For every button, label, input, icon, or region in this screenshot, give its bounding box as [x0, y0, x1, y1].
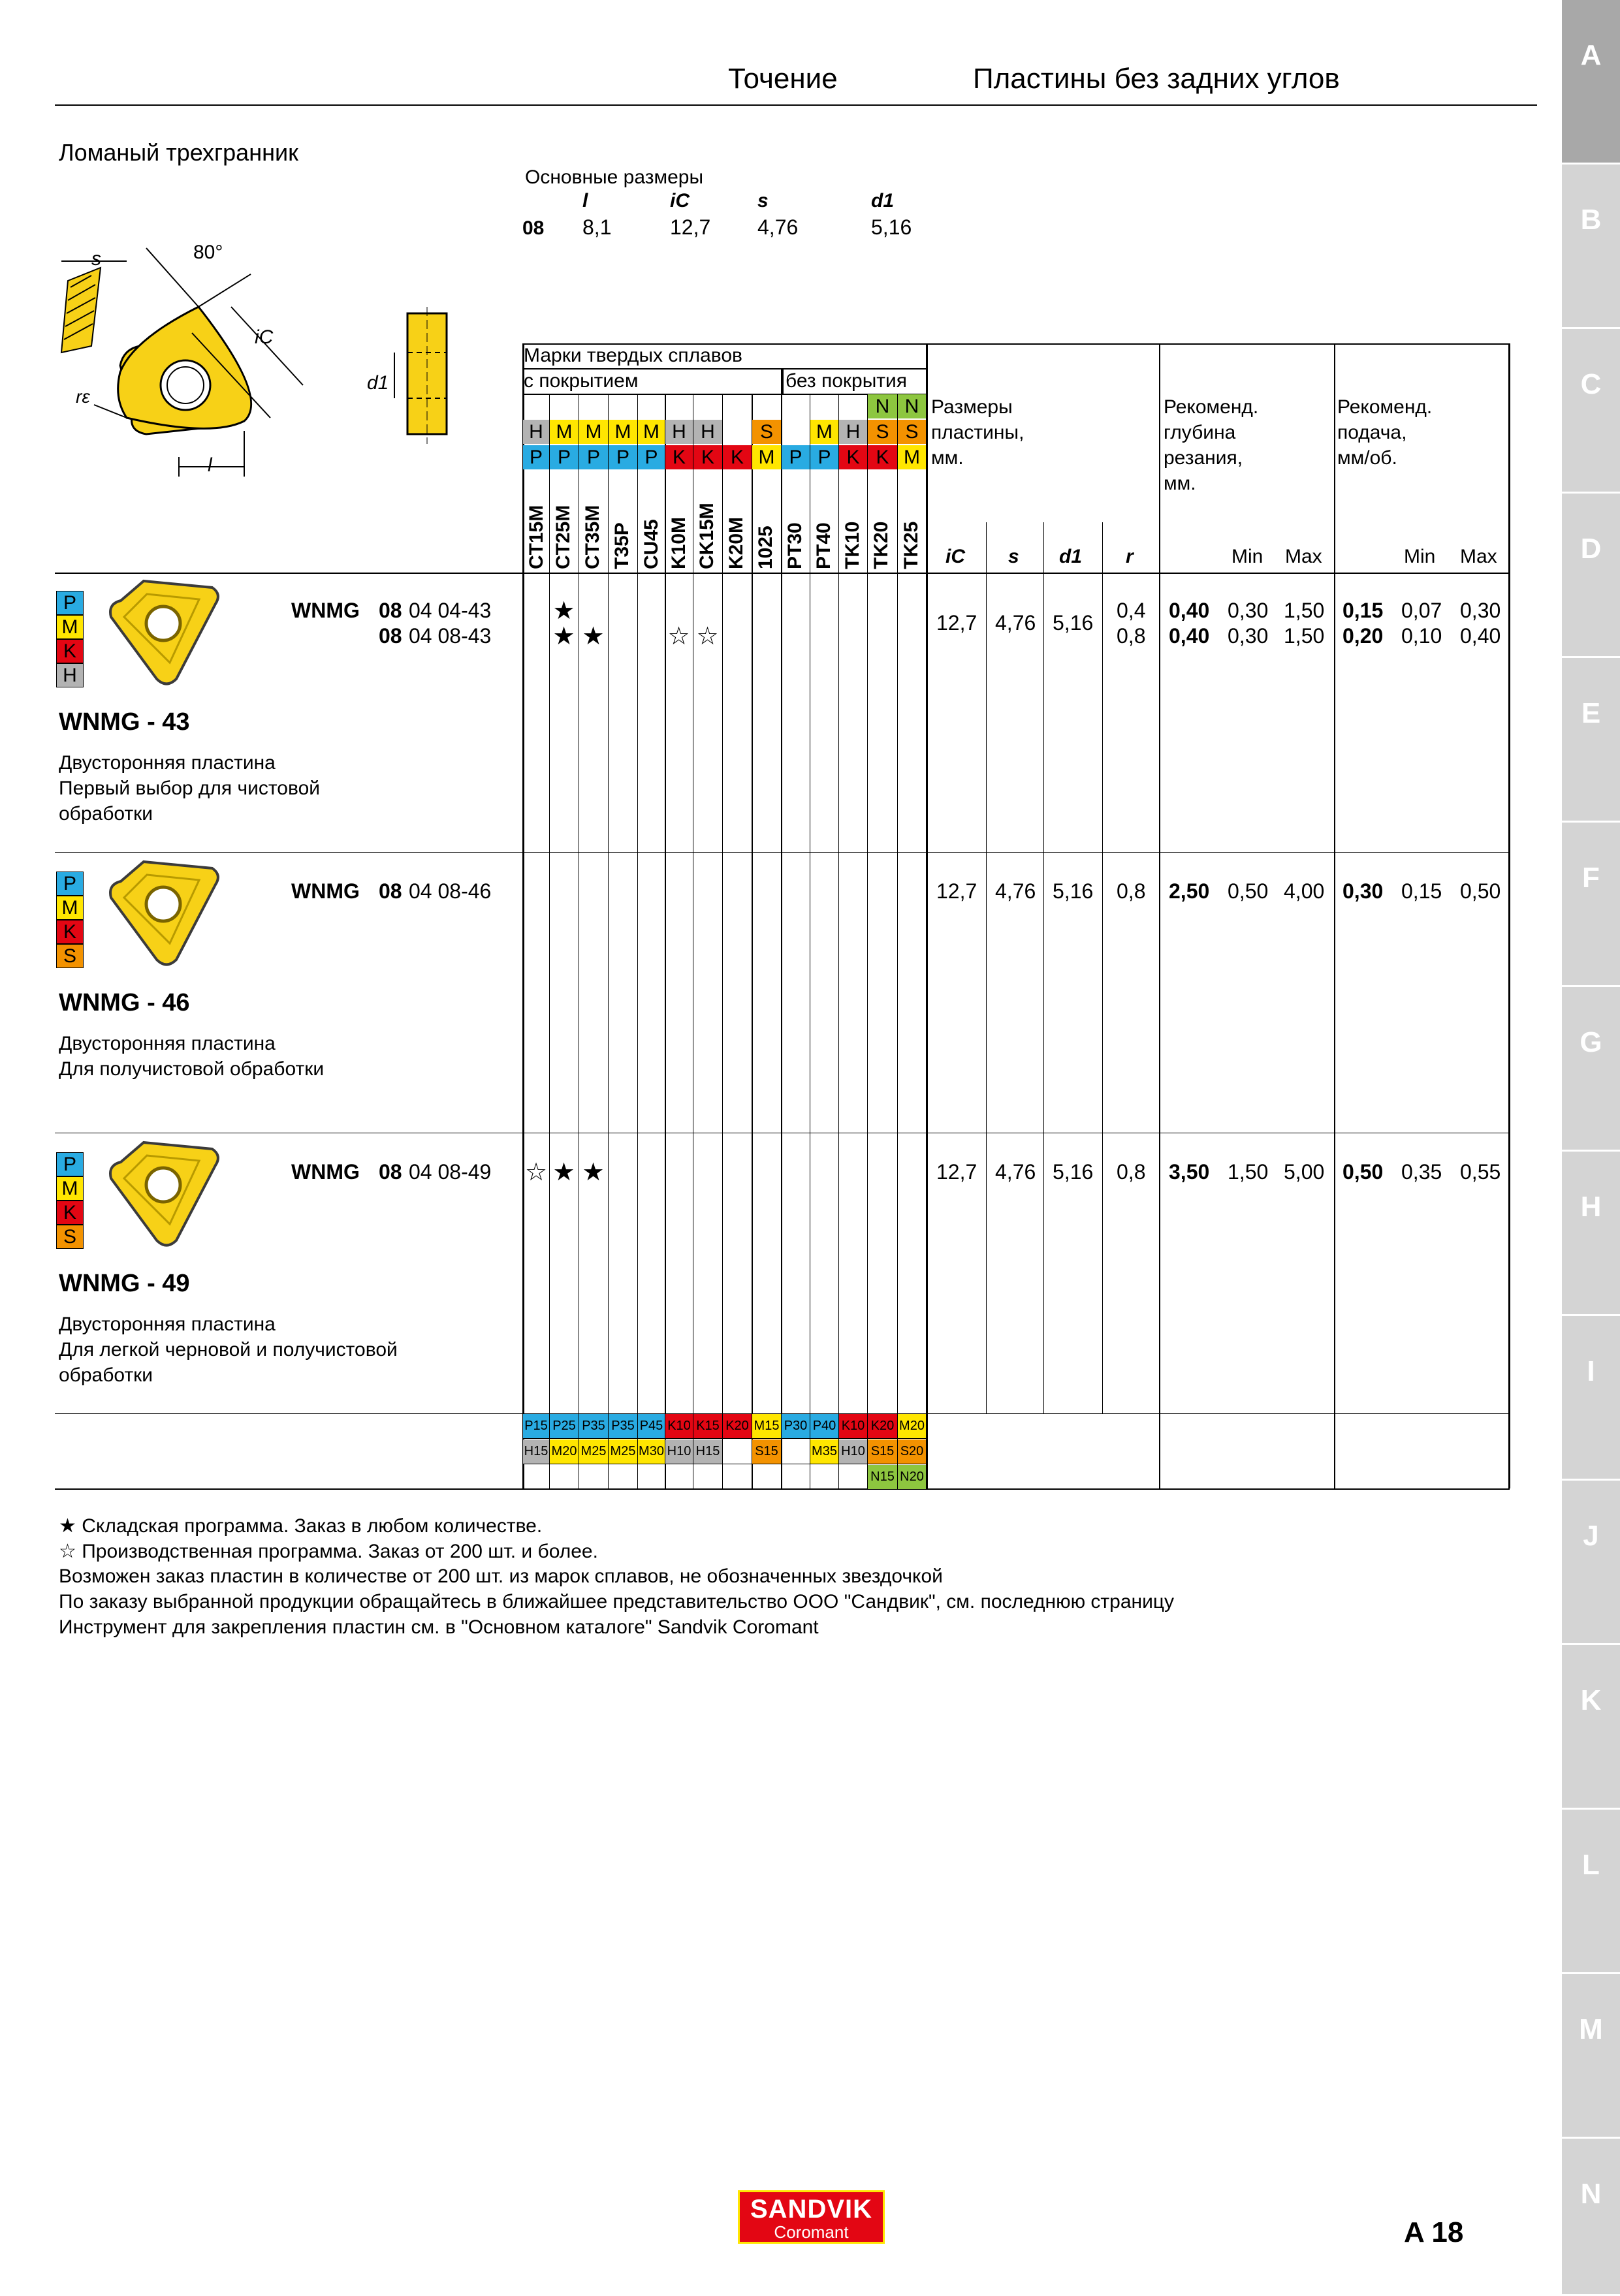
grade-code-cell: P40 — [810, 1414, 838, 1438]
order-code-rest: 04 08-49 — [409, 1160, 492, 1184]
grade-code-cell: H15 — [523, 1439, 549, 1464]
depth-min: 0,30 — [1228, 624, 1269, 648]
grade-label: CU45 — [641, 519, 662, 569]
note-order: Возможен заказ пластин в количестве от 200 шт. из марок сплавов, не обозначенных звездочкой — [59, 1565, 943, 1587]
grade-code-cell: H15 — [693, 1439, 722, 1464]
grade-label: K10M — [668, 516, 690, 569]
grade-code-cell: K20 — [868, 1414, 897, 1438]
rule — [522, 1438, 926, 1439]
iso-secondary-cell: S — [898, 420, 926, 444]
section-tab-label: A — [1580, 39, 1602, 71]
grade-label: TK10 — [842, 521, 863, 569]
section-tab-b[interactable] — [1562, 165, 1620, 329]
col-header-s: s — [1008, 546, 1019, 567]
rule — [522, 394, 926, 395]
value-ic: 12,7 — [936, 611, 977, 635]
page-subtitle: Пластины без задних углов — [973, 63, 1340, 95]
diagram-label-s: s — [91, 248, 101, 270]
grade-code-cell: H10 — [839, 1439, 867, 1464]
grade-code-cell: P45 — [638, 1414, 665, 1438]
product-description: Двусторонняя пластина — [59, 752, 276, 774]
feed-max: 0,30 — [1460, 599, 1501, 622]
feed-recommended: 0,50 — [1342, 1160, 1384, 1184]
stock-star-icon: ★ — [582, 623, 605, 650]
grade-code-cell: S20 — [898, 1439, 926, 1464]
dim-val-d1: 5,16 — [871, 215, 912, 239]
depth-min: 0,50 — [1228, 879, 1269, 903]
feed-max: 0,55 — [1460, 1160, 1501, 1184]
grade-code-cell: M20 — [550, 1439, 579, 1464]
iso-badge-k: K — [56, 639, 84, 663]
product-description: обработки — [59, 1364, 153, 1386]
grade-code-cell: M15 — [752, 1414, 781, 1438]
value-ic: 12,7 — [936, 1160, 977, 1184]
value-d1: 5,16 — [1053, 1160, 1094, 1184]
grade-label: TK20 — [870, 521, 892, 569]
value-r: 0,8 — [1117, 879, 1146, 903]
section-tab-label: B — [1580, 204, 1602, 236]
col-rule — [722, 394, 723, 1488]
value-s: 4,76 — [995, 879, 1036, 903]
note-tooling: Инструмент для закрепления пластин см. в "Основном каталоге" Sandvik Coromant — [59, 1616, 819, 1638]
iso-primary-cell: P — [609, 445, 637, 469]
product-description: Для легкой черновой и получистовой — [59, 1339, 398, 1360]
depth-max: 4,00 — [1284, 879, 1325, 903]
iso-badge-p: P — [56, 872, 84, 896]
col-rule — [1334, 343, 1335, 1488]
section-tab-a[interactable] — [1562, 0, 1620, 165]
order-code-size: 08 — [379, 1160, 402, 1184]
feed-min: 0,15 — [1401, 879, 1442, 903]
section-tab-j[interactable] — [1562, 1481, 1620, 1645]
value-d1: 5,16 — [1053, 611, 1094, 635]
dims-title-2: пластины, — [931, 422, 1024, 443]
dim-col-s: s — [757, 190, 769, 212]
value-ic: 12,7 — [936, 879, 977, 903]
product-name: WNMG - 49 — [59, 1270, 190, 1297]
col-rule — [781, 394, 782, 1488]
section-tab-i[interactable] — [1562, 1316, 1620, 1481]
shape-title: Ломаный трехгранник — [59, 139, 298, 166]
grade-label: CK15M — [696, 503, 718, 569]
iso-secondary-cell: H — [665, 420, 693, 444]
iso-primary-cell: M — [898, 445, 926, 469]
feed-title-1: Рекоменд. — [1337, 396, 1433, 418]
col-rule — [838, 394, 839, 1488]
grade-code-cell: P35 — [579, 1414, 608, 1438]
header-rule — [55, 104, 1537, 106]
product-code: WNMG — [291, 879, 360, 903]
dim-col-l: l — [582, 190, 588, 212]
depth-title-3: резания, — [1164, 447, 1243, 469]
section-tab-h[interactable] — [1562, 1152, 1620, 1316]
iso-secondary-cell: H — [523, 420, 549, 444]
product-description: обработки — [59, 803, 153, 825]
section-tab-e[interactable] — [1562, 658, 1620, 823]
iso-secondary-cell: M — [638, 420, 665, 444]
insert-photo — [98, 855, 229, 973]
iso-n-cell: N — [898, 394, 926, 418]
iso-secondary-cell: H — [693, 420, 722, 444]
col-rule — [752, 394, 753, 1488]
col-rule — [608, 394, 609, 1488]
grade-label: CT15M — [526, 505, 547, 569]
feed-min-header: Min — [1404, 546, 1436, 567]
grade-code-cell: P30 — [782, 1414, 810, 1438]
stock-star-icon: ★ — [582, 1159, 605, 1186]
product-description: Двусторонняя пластина — [59, 1033, 276, 1054]
col-header-d1: d1 — [1059, 546, 1083, 567]
section-tab-k[interactable] — [1562, 1645, 1620, 1810]
iso-badge-s: S — [56, 1225, 84, 1249]
feed-max: 0,40 — [1460, 624, 1501, 648]
depth-min-header: Min — [1231, 546, 1263, 567]
col-rule — [782, 368, 784, 394]
section-tab-label: F — [1582, 862, 1600, 894]
order-code-size: 08 — [379, 879, 402, 903]
iso-badge-k: K — [56, 920, 84, 944]
col-rule — [1159, 343, 1160, 1488]
grade-code-cell: K20 — [723, 1414, 752, 1438]
grade-label: 1025 — [755, 526, 776, 569]
section-tab-label: M — [1579, 2013, 1603, 2045]
section-tab-label: J — [1583, 1520, 1599, 1552]
stock-star-icon: ★ — [552, 597, 575, 625]
grade-code-cell: M25 — [579, 1439, 608, 1464]
iso-secondary-cell: M — [579, 420, 608, 444]
feed-max-header: Max — [1460, 546, 1497, 567]
grade-code-cell: S15 — [752, 1439, 781, 1464]
dim-size: 08 — [522, 217, 545, 239]
diagram-label-ic: iC — [255, 326, 274, 348]
product-description: Для получистовой обработки — [59, 1058, 325, 1080]
order-code-rest: 04 04-43 — [409, 599, 492, 622]
iso-primary-cell: P — [782, 445, 810, 469]
section-tab-m[interactable] — [1562, 1974, 1620, 2139]
section-tab-l[interactable] — [1562, 1810, 1620, 1974]
stock-star-icon: ★ — [552, 1159, 575, 1186]
section-tab-label: C — [1580, 368, 1602, 400]
diagram-label-l: l — [208, 454, 212, 476]
iso-secondary-cell: M — [810, 420, 838, 444]
col-rule — [522, 343, 524, 1488]
grade-code-cell: K10 — [839, 1414, 867, 1438]
page-number: A 18 — [1404, 2216, 1464, 2248]
grade-code-cell: P25 — [550, 1414, 579, 1438]
grade-label: PT30 — [784, 522, 806, 569]
production-star-icon: ☆ — [667, 623, 690, 650]
col-rule — [867, 394, 868, 1488]
note-production: ☆ Производственная программа. Заказ от 200 шт. и более. — [59, 1541, 598, 1562]
order-code-rest: 04 08-43 — [409, 624, 492, 648]
grade-label: TK25 — [900, 521, 922, 569]
iso-badge-m: M — [56, 615, 84, 639]
insert-dimension-diagram — [55, 235, 473, 483]
product-description: Первый выбор для чистовой — [59, 778, 321, 799]
depth-max-header: Max — [1285, 546, 1322, 567]
section-title: Точение — [728, 63, 838, 95]
col-rule — [926, 343, 928, 1488]
grade-code-cell: P35 — [609, 1414, 637, 1438]
depth-title-4: мм. — [1164, 473, 1196, 494]
feed-recommended: 0,15 — [1342, 599, 1384, 622]
grade-code-cell: M20 — [898, 1414, 926, 1438]
section-tab-label: E — [1581, 697, 1601, 729]
grade-code-cell: M25 — [609, 1439, 637, 1464]
insert-photo — [98, 574, 229, 692]
grade-label: K20M — [725, 516, 747, 569]
depth-title-1: Рекоменд. — [1164, 396, 1259, 418]
feed-min: 0,07 — [1401, 599, 1442, 622]
iso-primary-cell: K — [693, 445, 722, 469]
product-code: WNMG — [291, 1160, 360, 1184]
production-star-icon: ☆ — [525, 1159, 548, 1186]
iso-primary-cell: P — [579, 445, 608, 469]
grade-code-cell: N20 — [898, 1465, 926, 1489]
col-header-ic: iC — [945, 546, 965, 567]
main-dims-label: Основные размеры — [525, 166, 704, 188]
feed-min: 0,35 — [1401, 1160, 1442, 1184]
grade-label: T35P — [611, 522, 633, 569]
dim-col-d1: d1 — [871, 190, 895, 212]
rule — [55, 852, 1510, 853]
depth-recommended: 2,50 — [1169, 879, 1210, 903]
iso-primary-cell: K — [868, 445, 897, 469]
grade-code-cell: H10 — [665, 1439, 693, 1464]
iso-badge-s: S — [56, 944, 84, 968]
iso-badge-m: M — [56, 1176, 84, 1201]
rule — [55, 1488, 1510, 1490]
col-rule — [665, 394, 666, 1488]
iso-primary-cell: K — [723, 445, 752, 469]
section-tab-label: D — [1580, 533, 1602, 565]
iso-primary-cell: P — [638, 445, 665, 469]
note-stock: ★ Складская программа. Заказ в любом количестве. — [59, 1515, 543, 1537]
value-r: 0,4 — [1117, 599, 1146, 622]
order-code-rest: 04 08-46 — [409, 879, 492, 903]
iso-primary-cell: P — [550, 445, 579, 469]
rule — [55, 573, 1510, 574]
iso-badge-h: H — [56, 663, 84, 687]
sandvik-logo — [738, 2190, 885, 2244]
depth-title-2: глубина — [1164, 422, 1236, 443]
iso-badge-p: P — [56, 591, 84, 615]
dim-col-ic: iC — [670, 190, 690, 212]
col-rule — [549, 394, 550, 1488]
section-tab-label: K — [1580, 1684, 1602, 1716]
stock-star-icon: ★ — [552, 623, 575, 650]
order-code-size: 08 — [379, 624, 402, 648]
grade-code-cell: P15 — [523, 1414, 549, 1438]
section-tab-label: H — [1580, 1191, 1602, 1223]
section-tab-d[interactable] — [1562, 494, 1620, 658]
iso-badge-k: K — [56, 1201, 84, 1225]
grade-label: PT40 — [813, 522, 834, 569]
diagram-label-re: rε — [76, 386, 90, 407]
section-tab-label: N — [1580, 2178, 1602, 2210]
depth-recommended: 0,40 — [1169, 624, 1210, 648]
feed-recommended: 0,30 — [1342, 879, 1384, 903]
product-name: WNMG - 46 — [59, 989, 190, 1016]
col-rule — [1102, 522, 1103, 1413]
section-tab-n[interactable] — [1562, 2139, 1620, 2296]
section-tab-f[interactable] — [1562, 823, 1620, 987]
iso-primary-cell: M — [752, 445, 781, 469]
grade-code-cell: K10 — [665, 1414, 693, 1438]
depth-min: 0,30 — [1228, 599, 1269, 622]
value-r: 0,8 — [1117, 1160, 1146, 1184]
depth-max: 5,00 — [1284, 1160, 1325, 1184]
product-code: WNMG — [291, 599, 360, 622]
col-rule — [1508, 343, 1510, 1488]
grade-code-cell: M35 — [810, 1439, 838, 1464]
value-s: 4,76 — [995, 1160, 1036, 1184]
col-header-r: r — [1126, 546, 1134, 567]
section-tab-c[interactable] — [1562, 329, 1620, 494]
order-code-size: 08 — [379, 599, 402, 622]
value-d1: 5,16 — [1053, 879, 1094, 903]
insert-photo — [98, 1136, 229, 1253]
iso-secondary-cell: M — [550, 420, 579, 444]
iso-secondary-cell: S — [752, 420, 781, 444]
depth-max: 1,50 — [1284, 599, 1325, 622]
iso-primary-cell: K — [665, 445, 693, 469]
iso-primary-cell: K — [839, 445, 867, 469]
grade-code-cell: K15 — [693, 1414, 722, 1438]
col-rule — [1043, 522, 1044, 1413]
grade-code-cell: M30 — [638, 1439, 665, 1464]
logo-sub: Coromant — [774, 2222, 849, 2242]
coated-label: с покрытием — [524, 370, 639, 392]
value-r: 0,8 — [1117, 624, 1146, 648]
section-tab-label: I — [1587, 1355, 1595, 1387]
feed-title-3: мм/об. — [1337, 447, 1397, 469]
iso-primary-cell: P — [523, 445, 549, 469]
feed-title-2: подача, — [1337, 422, 1407, 443]
iso-badge-p: P — [56, 1152, 84, 1176]
production-star-icon: ☆ — [696, 623, 719, 650]
dim-val-s: 4,76 — [757, 215, 799, 239]
grade-label: CT35M — [582, 505, 603, 569]
product-name: WNMG - 43 — [59, 708, 190, 736]
diagram-label-d1: d1 — [367, 372, 389, 394]
feed-recommended: 0,20 — [1342, 624, 1384, 648]
depth-max: 1,50 — [1284, 624, 1325, 648]
iso-primary-cell: P — [810, 445, 838, 469]
col-rule — [637, 394, 638, 1488]
feed-min: 0,10 — [1401, 624, 1442, 648]
iso-secondary-cell: H — [839, 420, 867, 444]
grade-label: CT25M — [552, 505, 574, 569]
rule — [522, 368, 926, 370]
note-contact: По заказу выбранной продукции обращайтесь в ближайшее представительство ООО "Сандвик", см. последнюю страницу — [59, 1591, 1175, 1612]
dim-val-ic: 12,7 — [670, 215, 711, 239]
section-tab-g[interactable] — [1562, 987, 1620, 1152]
uncoated-label: без покрытия — [786, 370, 908, 392]
depth-recommended: 3,50 — [1169, 1160, 1210, 1184]
grades-title: Марки твердых сплавов — [524, 345, 742, 366]
iso-secondary-cell: M — [609, 420, 637, 444]
value-s: 4,76 — [995, 611, 1036, 635]
feed-max: 0,50 — [1460, 879, 1501, 903]
grade-code-cell: N15 — [868, 1465, 897, 1489]
col-rule — [986, 522, 987, 1413]
diagram-label-angle: 80° — [193, 242, 223, 263]
dim-val-l: 8,1 — [582, 215, 612, 239]
col-rule — [897, 394, 898, 1488]
iso-secondary-cell: S — [868, 420, 897, 444]
product-description: Двусторонняя пластина — [59, 1313, 276, 1335]
iso-n-cell: N — [868, 394, 897, 418]
depth-recommended: 0,40 — [1169, 599, 1210, 622]
dims-title-1: Размеры — [931, 396, 1013, 418]
section-tab-label: G — [1580, 1026, 1602, 1058]
logo-name: SANDVIK — [750, 2195, 873, 2224]
dims-title-3: мм. — [931, 447, 964, 469]
grade-code-cell: S15 — [868, 1439, 897, 1464]
depth-min: 1,50 — [1228, 1160, 1269, 1184]
iso-badge-m: M — [56, 896, 84, 920]
section-tab-label: L — [1582, 1849, 1600, 1881]
